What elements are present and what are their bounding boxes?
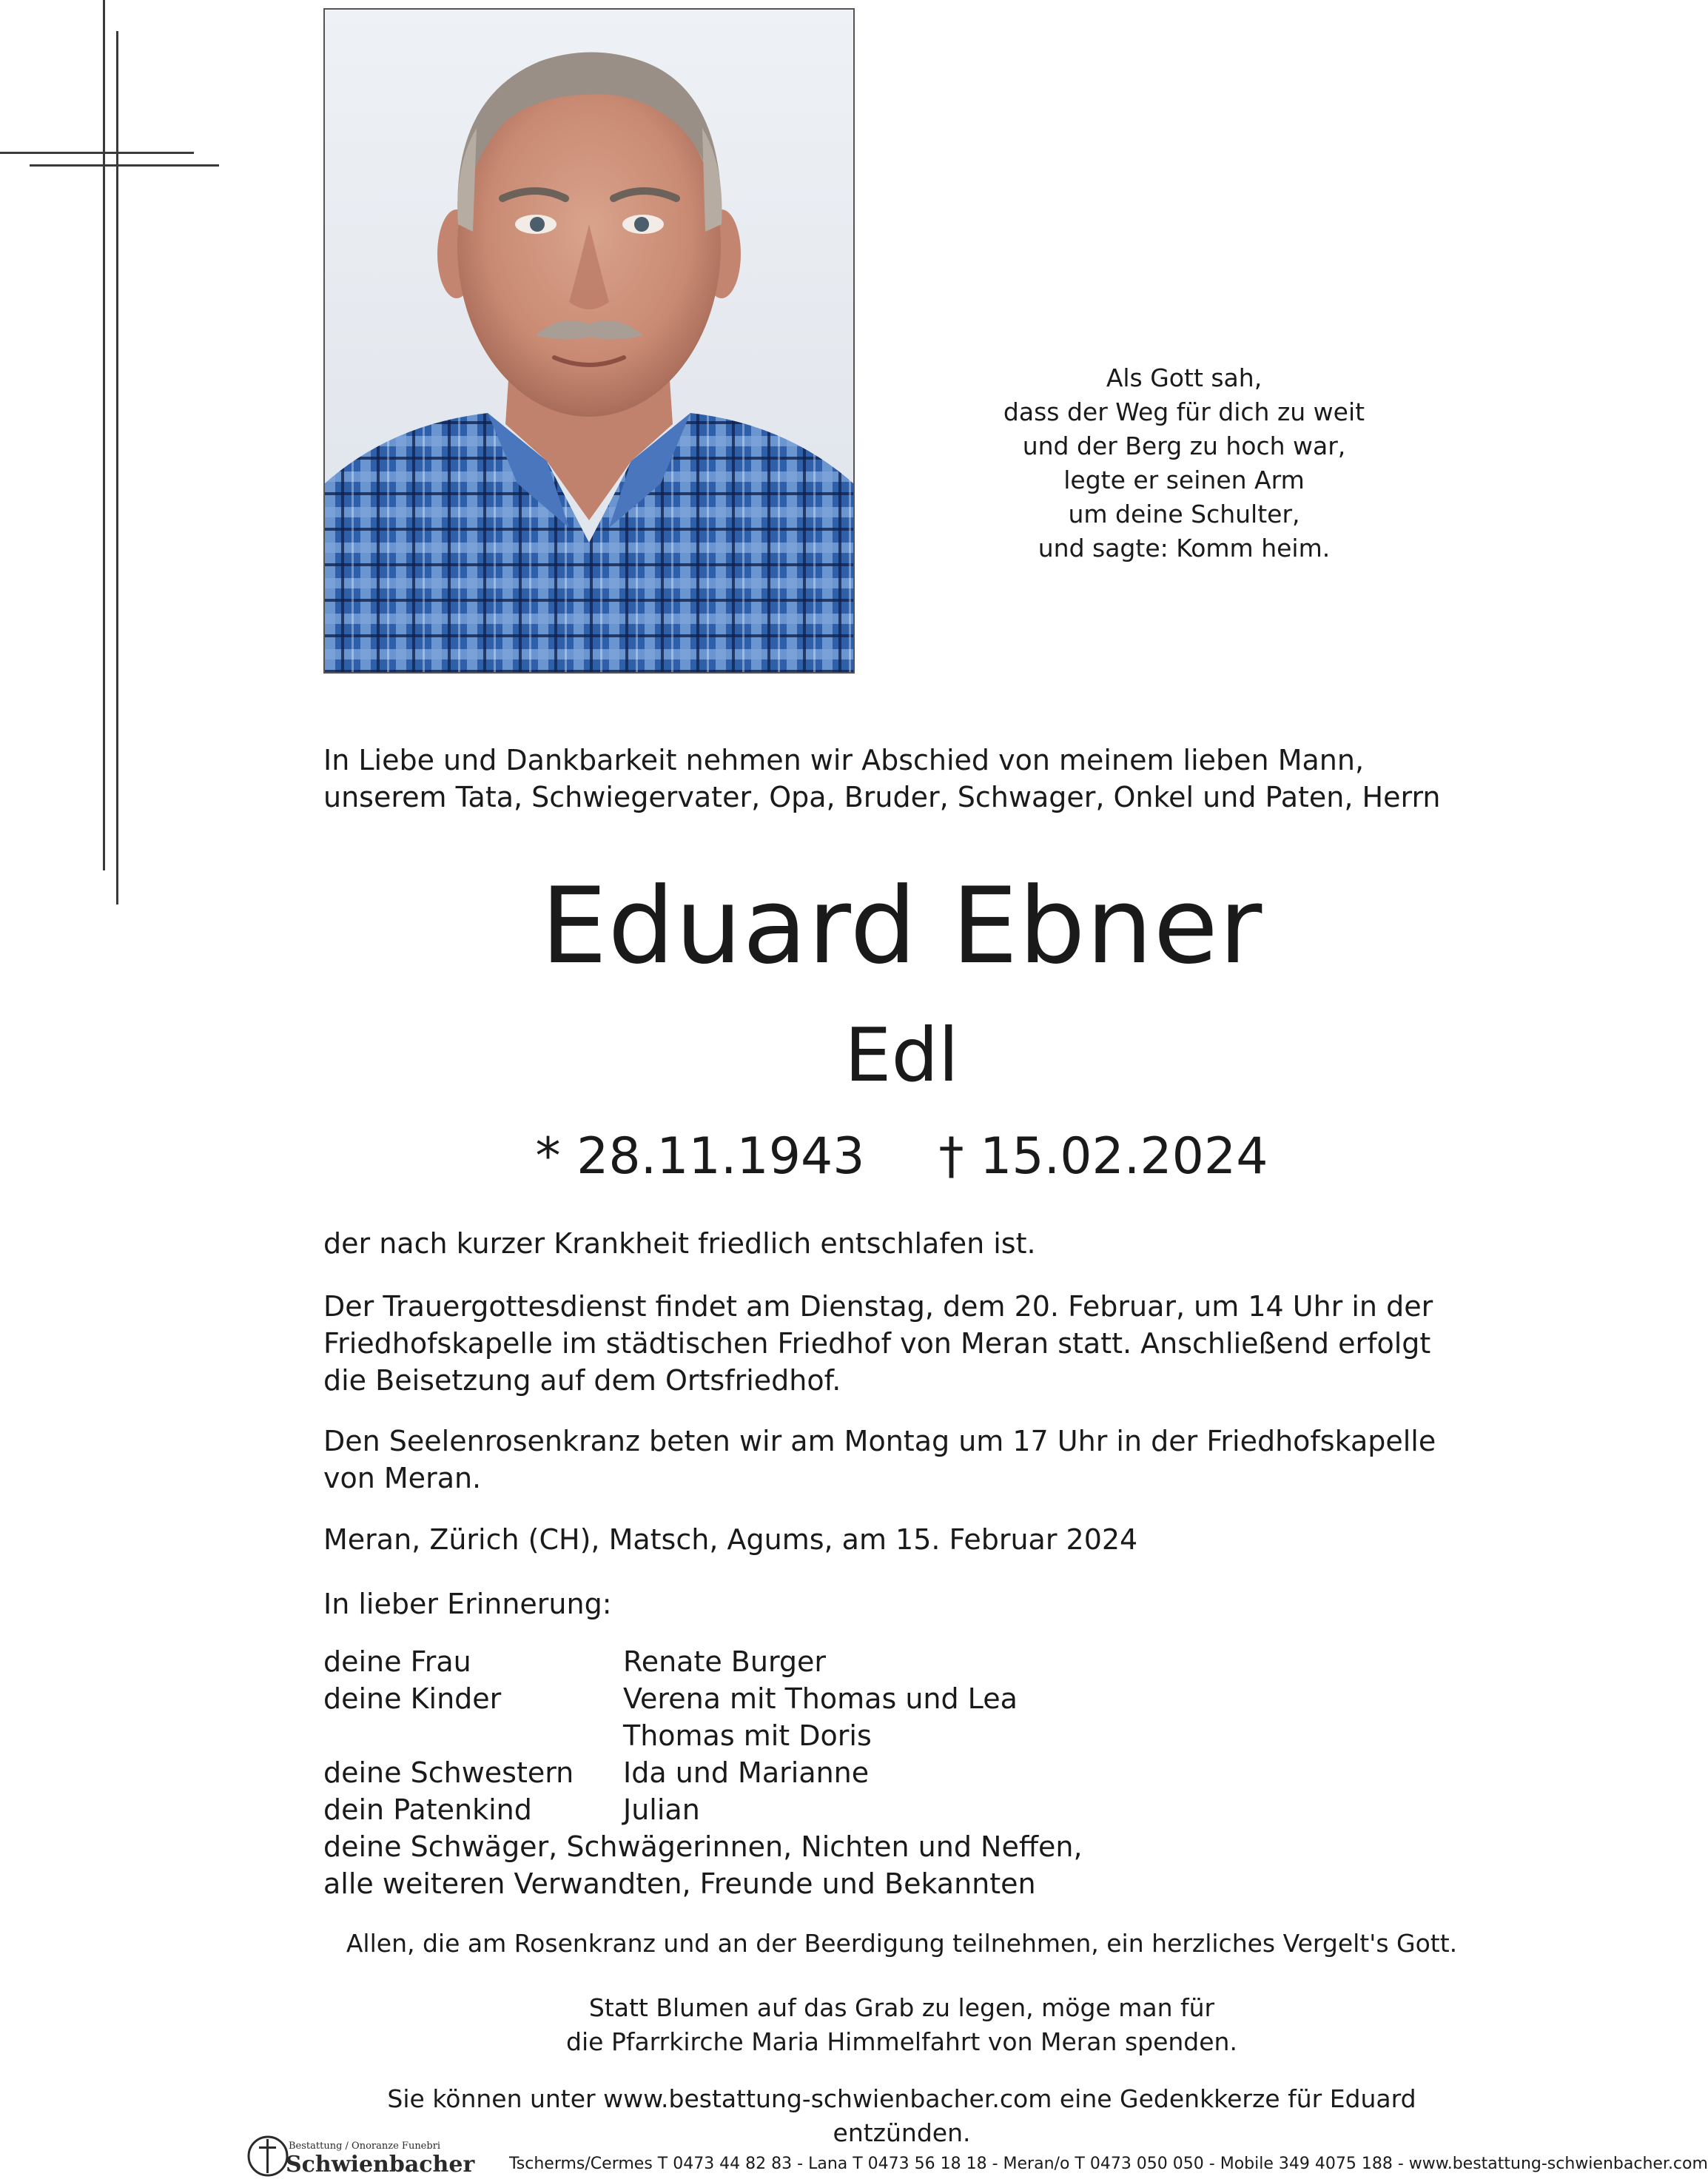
mourner-names: Renate Burger [623, 1645, 827, 1678]
mourners-list [323, 1643, 1456, 1902]
mourner-row [323, 1791, 1456, 1828]
place-and-date: Meran, Zürich (CH), Matsch, Agums, am 15. Februar 2024 [323, 1523, 1138, 1556]
donation-text [323, 1991, 1480, 2059]
poem-line: und der Berg zu hoch war, [1022, 432, 1346, 460]
portrait-photo [323, 8, 855, 674]
mourner-row [323, 1680, 1456, 1717]
birth-date: * 28.11.1943 [535, 1127, 865, 1186]
mourner-relation [323, 1717, 623, 1754]
mourner-relation: deine Kinder [323, 1682, 502, 1715]
mourner-relation: dein Patenkind [323, 1793, 532, 1826]
donation-line: Statt Blumen auf das Grab zu legen, möge man für [588, 1993, 1215, 2022]
poem-line: und sagte: Komm heim. [1038, 534, 1331, 563]
mourner-relation: deine Schwestern [323, 1756, 574, 1789]
mourners-extra-line: deine Schwäger, Schwägerinnen, Nichten und Neffen, [323, 1830, 1083, 1863]
memory-heading: In lieber Erinnerung: [323, 1588, 612, 1620]
poem [910, 361, 1458, 565]
intro-text: In Liebe und Dankbarkeit nehmen wir Abschied von meinem lieben Mann, unserem Tata, Schwiegervater, Opa, Bruder, Schwager, Onkel und Paten, Herrn [323, 744, 1441, 813]
poem-line: dass der Weg für dich zu weit [1003, 397, 1365, 426]
mourners-extra-line: alle weiteren Verwandten, Freunde und Bekannten [323, 1867, 1036, 1900]
mourner-names: Thomas mit Doris [623, 1719, 872, 1752]
donation-line: die Pfarrkirche Maria Himmelfahrt von Meran spenden. [566, 2027, 1237, 2056]
life-dates [323, 1124, 1480, 1190]
logo-tagline: Bestattung / Onoranze Funebri [289, 2141, 441, 2152]
mourner-row [323, 1717, 1456, 1754]
candle-text: Sie können unter www.bestattung-schwienbacher.com eine Gedenkkerze für Eduard entzünden. [387, 2084, 1416, 2147]
logo-name: Schwienbacher [286, 2152, 475, 2178]
death-date: † 15.02.2024 [938, 1127, 1268, 1186]
thanks-text: Allen, die am Rosenkranz und an der Beerdigung teilnehmen, ein herzliches Vergelt's Gott. [346, 1929, 1458, 1958]
poem-line: legte er seinen Arm [1063, 466, 1305, 494]
mourner-names: Ida und Marianne [623, 1756, 870, 1789]
poem-line: um deine Schulter, [1068, 500, 1300, 528]
mourner-row [323, 1643, 1456, 1680]
funeral-service-text: Der Trauergottesdienst findet am Dienstag, dem 20. Februar, um 14 Uhr in der Friedhofskapelle im städtischen Friedhof von Meran statt. Anschließend erfolgt die Beisetzung auf dem Ortsfriedhof. [323, 1290, 1433, 1397]
mourner-row [323, 1754, 1456, 1791]
mourner-relation: deine Frau [323, 1645, 471, 1678]
deceased-nickname: Edl [844, 1012, 959, 1098]
footer-contact: Tscherms/Cermes T 0473 44 82 83 - Lana T 0473 56 18 18 - Meran/o T 0473 050 050 - Mobile 349 4075 188 - www.bestattung-schwienbacher.com [509, 2155, 1708, 2173]
rosary-text: Den Seelenrosenkranz beten wir am Montag um 17 Uhr in der Friedhofskapelle von Meran. [323, 1425, 1436, 1494]
funeral-home-logo [243, 2133, 494, 2179]
mourner-names: Julian [623, 1793, 700, 1826]
poem-line: Als Gott sah, [1106, 363, 1262, 392]
passing-sentence: der nach kurzer Krankheit friedlich entschlafen ist. [323, 1227, 1036, 1260]
mourner-names: Verena mit Thomas und Lea [623, 1682, 1018, 1715]
deceased-name: Eduard Ebner [540, 865, 1263, 987]
